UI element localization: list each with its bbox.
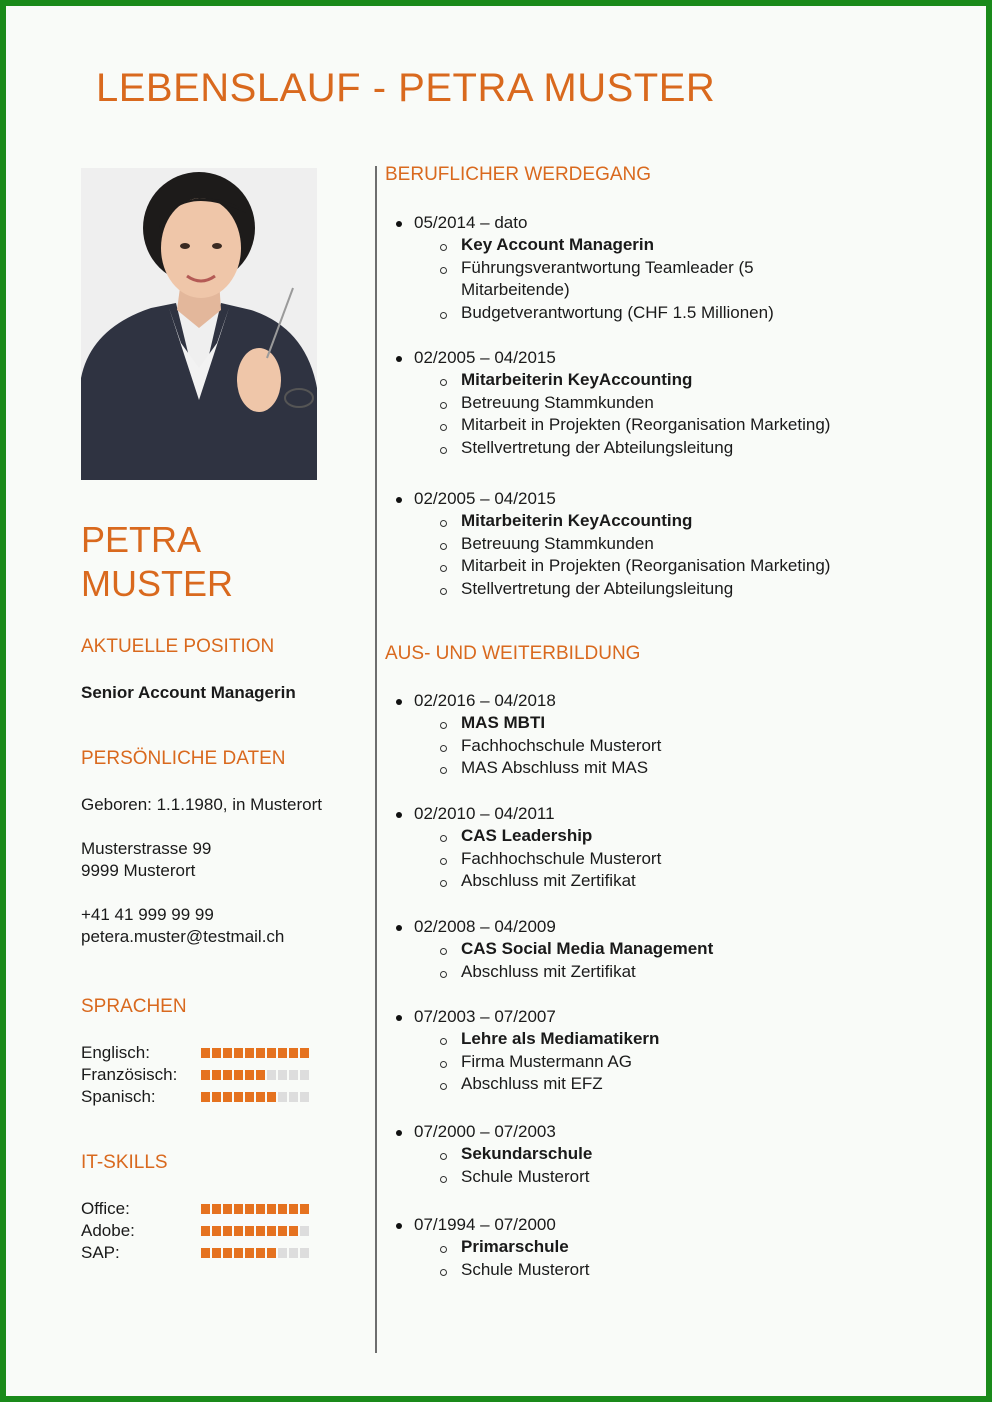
entry-date: 07/2003 – 07/2007	[390, 1006, 890, 1028]
skill-bar	[201, 1226, 309, 1236]
skill-square-filled	[256, 1226, 265, 1236]
skill-square-filled	[267, 1226, 276, 1236]
entry-detail: Abschluss mit Zertifikat	[390, 961, 890, 983]
full-name	[81, 518, 233, 606]
entry-detail: Schule Musterort	[390, 1259, 890, 1281]
language-label: Englisch:	[81, 1043, 150, 1062]
entry-title: CAS Leadership	[390, 825, 890, 847]
language-row	[81, 1042, 341, 1064]
skill-square-filled	[223, 1248, 232, 1258]
skill-square-filled	[289, 1048, 298, 1058]
skill-square-filled	[256, 1248, 265, 1258]
skill-square-filled	[300, 1048, 309, 1058]
entry-detail: Betreuung Stammkunden	[390, 392, 890, 414]
skill-square-empty	[278, 1070, 287, 1080]
entry-detail: Fachhochschule Musterort	[390, 735, 890, 757]
skill-square-filled	[267, 1048, 276, 1058]
personal-data-heading: PERSÖNLICHE DATEN	[81, 748, 286, 769]
entry-date: 05/2014 – dato	[390, 212, 890, 234]
skill-bar	[201, 1204, 309, 1214]
skill-square-filled	[245, 1248, 254, 1258]
entry-date: 02/2010 – 04/2011	[390, 803, 890, 825]
skill-square-filled	[289, 1226, 298, 1236]
skill-square-filled	[223, 1204, 232, 1214]
skill-square-filled	[212, 1048, 221, 1058]
entry-title: Sekundarschule	[390, 1143, 890, 1165]
languages-heading: SPRACHEN	[81, 996, 187, 1017]
entry-title: CAS Social Media Management	[390, 938, 890, 960]
current-position-value: Senior Account Managerin	[81, 683, 296, 702]
entry-detail: Betreuung Stammkunden	[390, 533, 890, 555]
skill-square-empty	[300, 1226, 309, 1236]
skill-square-filled	[245, 1204, 254, 1214]
page-title: LEBENSLAUF - PETRA MUSTER	[96, 66, 716, 110]
entry-title: Mitarbeiterin KeyAccounting	[390, 510, 890, 532]
skill-square-filled	[267, 1204, 276, 1214]
skill-square-empty	[278, 1092, 287, 1102]
skill-square-filled	[212, 1070, 221, 1080]
skill-square-empty	[300, 1248, 309, 1258]
skill-square-empty	[289, 1070, 298, 1080]
last-name: MUSTER	[81, 563, 233, 604]
skill-square-filled	[201, 1204, 210, 1214]
entry-detail: Fachhochschule Musterort	[390, 848, 890, 870]
skill-square-filled	[278, 1048, 287, 1058]
skill-bar	[201, 1092, 309, 1102]
skill-square-filled	[223, 1048, 232, 1058]
it-skill-row	[81, 1242, 341, 1264]
skill-square-filled	[278, 1226, 287, 1236]
education-entry	[390, 1214, 890, 1281]
entry-detail: Budgetverantwortung (CHF 1.5 Millionen)	[390, 302, 890, 324]
skill-square-filled	[234, 1048, 243, 1058]
entry-detail: Mitarbeit in Projekten (Reorganisation Marketing)	[390, 414, 890, 436]
address	[81, 838, 211, 882]
it-skills-heading: IT-SKILLS	[81, 1152, 168, 1173]
skill-square-filled	[267, 1092, 276, 1102]
education-entry	[390, 916, 890, 983]
it-skill-label: Office:	[81, 1199, 130, 1218]
skill-square-filled	[212, 1204, 221, 1214]
skill-square-filled	[245, 1226, 254, 1236]
career-entry	[390, 488, 890, 600]
skill-square-filled	[256, 1204, 265, 1214]
entry-detail: Führungsverantwortung Teamleader (5 Mitarbeitende)	[390, 257, 806, 302]
it-skill-label: SAP:	[81, 1243, 120, 1262]
entry-detail: Abschluss mit Zertifikat	[390, 870, 890, 892]
career-entry	[390, 212, 890, 324]
education-entry	[390, 803, 890, 893]
language-row	[81, 1064, 341, 1086]
education-entry	[390, 690, 890, 780]
first-name: PETRA	[81, 519, 202, 560]
city: 9999 Musterort	[81, 861, 196, 880]
entry-date: 02/2005 – 04/2015	[390, 347, 890, 369]
birth-info: Geboren: 1.1.1980, in Musterort	[81, 795, 322, 814]
entry-title: Mitarbeiterin KeyAccounting	[390, 369, 890, 391]
skill-square-filled	[245, 1070, 254, 1080]
skill-square-filled	[223, 1226, 232, 1236]
portrait-illustration	[81, 168, 317, 480]
career-entry	[390, 347, 890, 459]
entry-date: 02/2005 – 04/2015	[390, 488, 890, 510]
skill-square-filled	[212, 1248, 221, 1258]
education-entry	[390, 1121, 890, 1188]
skill-square-filled	[234, 1248, 243, 1258]
skill-square-filled	[223, 1092, 232, 1102]
skill-square-filled	[234, 1070, 243, 1080]
skill-bar	[201, 1248, 309, 1258]
entry-detail: MAS Abschluss mit MAS	[390, 757, 890, 779]
entry-detail: Schule Musterort	[390, 1166, 890, 1188]
skill-square-empty	[278, 1248, 287, 1258]
skill-square-filled	[234, 1092, 243, 1102]
skill-square-filled	[201, 1248, 210, 1258]
skill-square-empty	[300, 1092, 309, 1102]
skill-square-filled	[278, 1204, 287, 1214]
skill-square-filled	[201, 1048, 210, 1058]
entry-detail: Mitarbeit in Projekten (Reorganisation Marketing)	[390, 555, 890, 577]
entry-date: 07/2000 – 07/2003	[390, 1121, 890, 1143]
career-heading: BERUFLICHER WERDEGANG	[385, 164, 652, 185]
skill-square-filled	[201, 1070, 210, 1080]
skill-bar	[201, 1048, 309, 1058]
street: Musterstrasse 99	[81, 839, 212, 858]
skill-square-empty	[300, 1070, 309, 1080]
entry-detail: Stellvertretung der Abteilungsleitung	[390, 578, 890, 600]
contact	[81, 904, 284, 948]
skill-square-filled	[212, 1092, 221, 1102]
skill-square-empty	[267, 1070, 276, 1080]
email: petera.muster@testmail.ch	[81, 927, 285, 946]
entry-date: 02/2008 – 04/2009	[390, 916, 890, 938]
column-divider	[375, 166, 377, 1353]
skill-square-filled	[256, 1092, 265, 1102]
skill-square-filled	[300, 1204, 309, 1214]
entry-title: Primarschule	[390, 1236, 890, 1258]
skill-square-empty	[289, 1248, 298, 1258]
skill-square-filled	[245, 1048, 254, 1058]
entry-detail: Firma Mustermann AG	[390, 1051, 890, 1073]
skill-square-filled	[212, 1226, 221, 1236]
skill-bar	[201, 1070, 309, 1080]
entry-date: 02/2016 – 04/2018	[390, 690, 890, 712]
entry-title: MAS MBTI	[390, 712, 890, 734]
entry-title: Key Account Managerin	[390, 234, 890, 256]
skill-square-filled	[256, 1048, 265, 1058]
it-skill-row	[81, 1220, 341, 1242]
education-heading: AUS- UND WEITERBILDUNG	[385, 643, 641, 664]
skill-square-filled	[201, 1226, 210, 1236]
phone: +41 41 999 99 99	[81, 905, 214, 924]
language-label: Französisch:	[81, 1065, 178, 1084]
skill-square-filled	[201, 1092, 210, 1102]
language-row	[81, 1086, 341, 1108]
entry-title: Lehre als Mediamatikern	[390, 1028, 890, 1050]
profile-photo	[81, 168, 317, 480]
skill-square-filled	[267, 1248, 276, 1258]
it-skill-row	[81, 1198, 341, 1220]
skill-square-filled	[223, 1070, 232, 1080]
language-label: Spanisch:	[81, 1087, 156, 1106]
entry-date: 07/1994 – 07/2000	[390, 1214, 890, 1236]
entry-detail: Stellvertretung der Abteilungsleitung	[390, 437, 890, 459]
skill-square-empty	[289, 1092, 298, 1102]
skill-square-filled	[256, 1070, 265, 1080]
it-skill-label: Adobe:	[81, 1221, 135, 1240]
entry-detail: Abschluss mit EFZ	[390, 1073, 890, 1095]
skill-square-filled	[234, 1226, 243, 1236]
current-position-heading: AKTUELLE POSITION	[81, 636, 275, 657]
skill-square-filled	[289, 1204, 298, 1214]
skill-square-filled	[245, 1092, 254, 1102]
education-entry	[390, 1006, 890, 1096]
skill-square-filled	[234, 1204, 243, 1214]
